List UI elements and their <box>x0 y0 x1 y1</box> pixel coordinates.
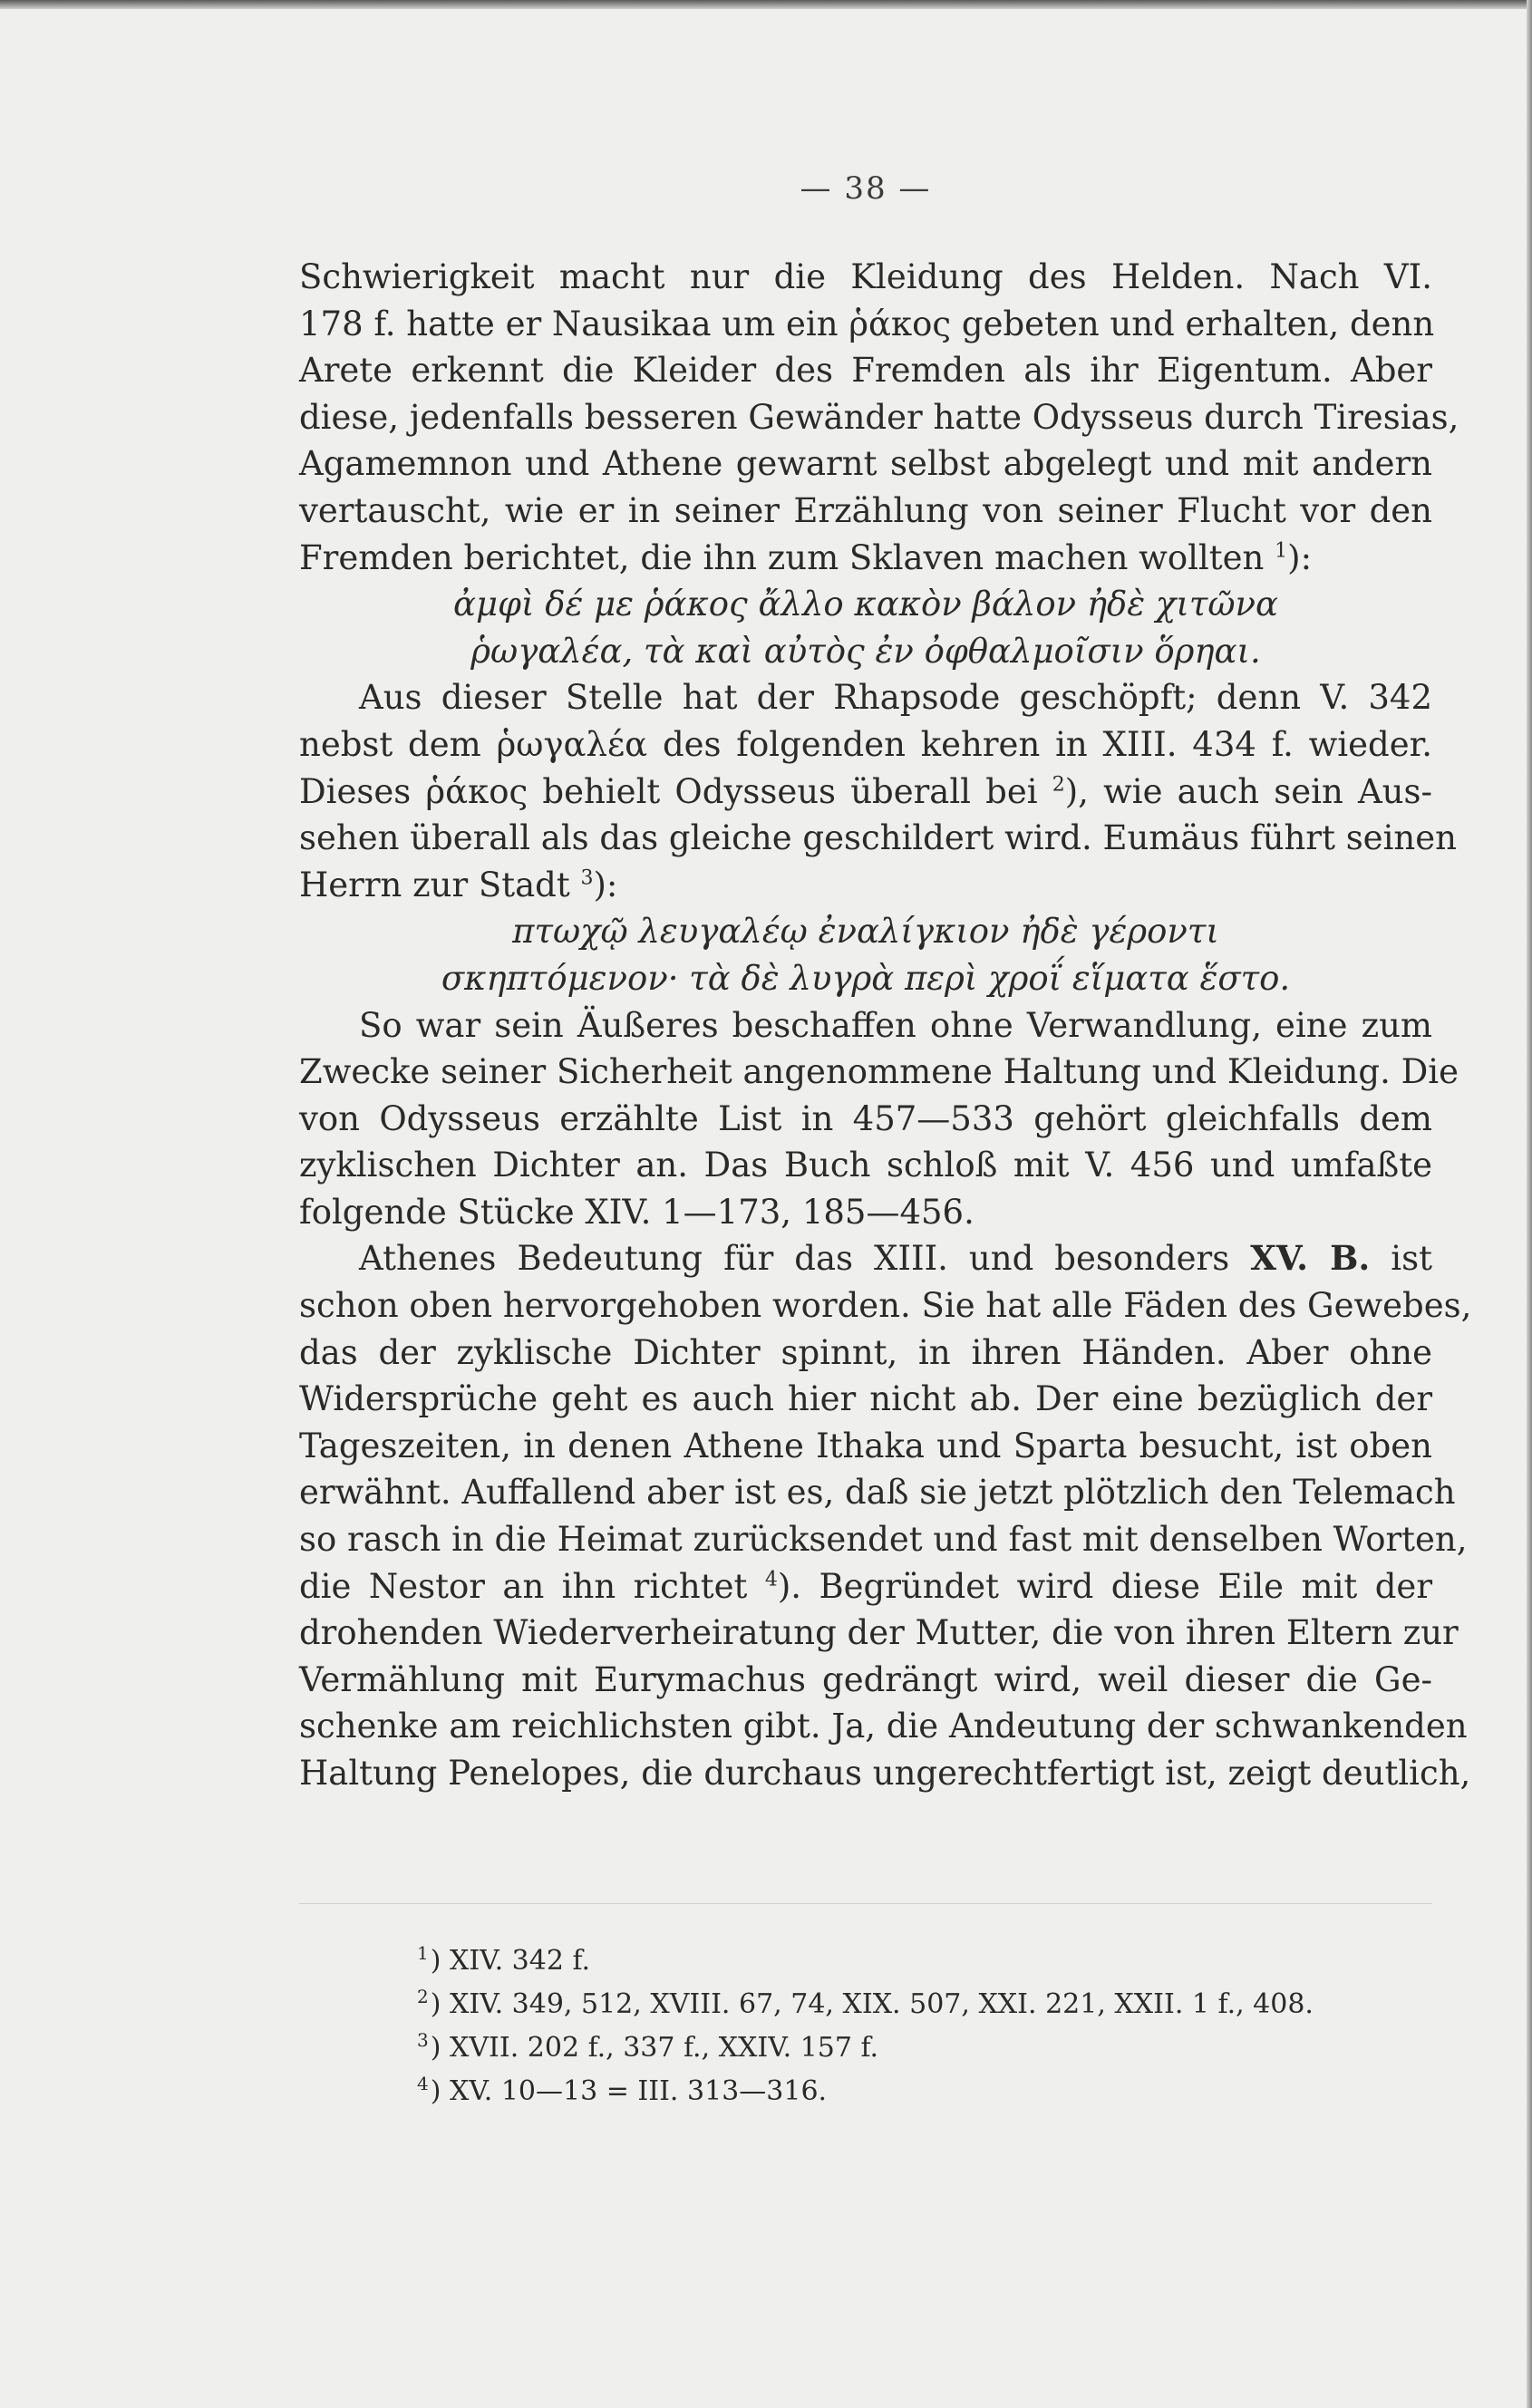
paragraph-4 <box>299 1235 1472 1796</box>
text-line: schon oben hervorgehoben worden. Sie hat alle Fäden des Gewebes, <box>299 1286 1472 1326</box>
text-line: Widersprüche geht es auch hier nicht ab. Der eine bezüglich der <box>299 1379 1432 1419</box>
scan-edge-right <box>1527 0 1532 2408</box>
verse-line: σκηπτόμενον· τὰ δὲ λυγρὰ περὶ χροΐ εἵματα ἕστο. <box>441 958 1291 998</box>
text-segment: ist <box>1391 1239 1432 1279</box>
paragraph-3 <box>299 1002 1459 1236</box>
footnote-text: ) XIV. 342 f. <box>430 1945 591 1977</box>
text-line: schenke am reichlichsten gibt. Ja, die Andeutung der schwankenden <box>299 1707 1468 1746</box>
footnote-divider <box>299 1903 1432 1904</box>
text-line: drohenden Wiederverheiratung der Mutter, die von ihren Eltern zur <box>299 1613 1459 1653</box>
text-line: erwähnt. Auffallend aber ist es, daß sie jetzt plötzlich den Telemach <box>299 1473 1456 1513</box>
text-line: Agamemnon und Athene gewarnt selbst abgelegt und mit andern <box>299 444 1432 484</box>
footnote-marker-1: 1 <box>1275 539 1288 563</box>
text-line <box>299 862 1432 909</box>
text-line: Haltung Penelopes, die durchaus ungerechtfertigt ist, zeigt deutlich, <box>299 1754 1471 1793</box>
text-segment: ), wie auch sein Aus- <box>1064 771 1432 811</box>
book-reference-bold: XV. B. <box>1250 1238 1371 1279</box>
footnote-text: ) XVII. 202 f., 337 f., XXIV. 157 f. <box>430 2032 879 2064</box>
paragraph-2 <box>299 674 1457 908</box>
footnote-number: 4 <box>417 2073 429 2094</box>
verse-line: ῥωγαλέα, τὰ καὶ αὐτὸς ἐν ὀφθαλμοῖσιν ὅρηαι. <box>470 631 1261 671</box>
body-text <box>299 254 1472 1797</box>
text-segment: die Nestor an ihn richtet <box>299 1566 748 1606</box>
text-segment: ). Begründet wird diese Eile mit der <box>777 1566 1433 1606</box>
footnote-text: ) XV. 10—13 = III. 313—316. <box>430 2075 828 2107</box>
text-line: nebst dem ῥωγαλέα des folgenden kehren in XIII. 434 f. wieder. <box>299 724 1432 764</box>
text-line: 178 f. hatte er Nausikaa um ein ῥάκος gebeten und erhalten, denn <box>299 304 1435 343</box>
footnote-marker-2: 2 <box>1052 773 1065 797</box>
footnote-number: 1 <box>417 1942 429 1964</box>
verse-line: ἀμφὶ δέ με ῥάκος ἄλλο κακὸν βάλον ἠδὲ χιτῶνα <box>453 585 1278 624</box>
footnote-number: 3 <box>417 2029 429 2051</box>
text-line <box>299 535 1432 582</box>
text-line: Arete erkennt die Kleider des Fremden als ihr Eigentum. Aber <box>299 351 1432 391</box>
footnote <box>417 2026 1432 2070</box>
text-segment: Dieses ῥάκος behielt Odysseus überall bei <box>299 771 1038 811</box>
verse-quote-2 <box>299 908 1432 1001</box>
text-line: das der zyklische Dichter spinnt, in ihren Händen. Aber ohne <box>299 1332 1432 1372</box>
text-line: zyklischen Dichter an. Das Buch schloß mit V. 456 und umfaßte <box>299 1146 1432 1185</box>
verse-quote-1 <box>299 581 1432 674</box>
text-line: Zwecke seiner Sicherheit angenommene Haltung und Kleidung. Die <box>299 1052 1459 1092</box>
text-line: Tageszeiten, in denen Athene Ithaka und Sparta besucht, ist oben <box>299 1426 1432 1465</box>
text-line: Aus dieser Stelle hat der Rhapsode geschöpft; denn V. 342 <box>359 678 1432 718</box>
scan-edge-top <box>0 0 1532 9</box>
text-segment: ): <box>593 865 618 904</box>
footnote <box>417 2070 1432 2113</box>
text-line: diese, jedenfalls besseren Gewänder hatte Odysseus durch Tiresias, <box>299 397 1459 437</box>
text-line: Vermählung mit Eurymachus gedrängt wird, weil dieser die Ge- <box>299 1659 1432 1699</box>
text-line: vertauscht, wie er in seiner Erzählung von seiner Flucht vor den <box>299 490 1432 530</box>
text-segment: Fremden berichtet, die ihn zum Sklaven machen wollten <box>299 537 1265 577</box>
text-line <box>299 769 1432 816</box>
text-line: von Odysseus erzählte List in 457—533 gehört gleichfalls dem <box>299 1098 1432 1138</box>
verse-line: πτωχῷ λευγαλέῳ ἐναλίγκιον ἠδὲ γέροντι <box>512 912 1219 952</box>
text-line: so rasch in die Heimat zurücksendet und fast mit denselben Worten, <box>299 1520 1468 1560</box>
text-line: So war sein Äußeres beschaffen ohne Verwandlung, eine zum <box>359 1005 1432 1045</box>
text-line: folgende Stücke XIV. 1—173, 185—456. <box>299 1192 974 1232</box>
footnotes <box>417 1939 1432 2113</box>
text-line: Schwierigkeit macht nur die Kleidung des Helden. Nach VI. <box>299 257 1432 296</box>
footnote <box>417 1983 1432 2026</box>
footnote <box>417 1939 1432 1983</box>
text-line <box>299 1235 1432 1282</box>
footnote-text: ) XIV. 349, 512, XVIII. 67, 74, XIX. 507, XXI. 221, XXII. 1 f., 408. <box>430 1988 1314 2020</box>
text-segment: ): <box>1287 537 1313 577</box>
paragraph-1 <box>299 254 1459 581</box>
page-number: — 38 — <box>800 170 932 207</box>
text-line <box>299 1563 1432 1610</box>
text-segment: Herrn zur Stadt <box>299 865 570 904</box>
text-segment: Athenes Bedeutung für das XIII. und besonders <box>359 1239 1230 1279</box>
footnote-marker-4: 4 <box>764 1568 778 1591</box>
footnote-number: 2 <box>417 1986 429 2007</box>
text-line: sehen überall als das gleiche geschildert wird. Eumäus führt seinen <box>299 818 1457 858</box>
footnote-marker-3: 3 <box>580 866 594 890</box>
